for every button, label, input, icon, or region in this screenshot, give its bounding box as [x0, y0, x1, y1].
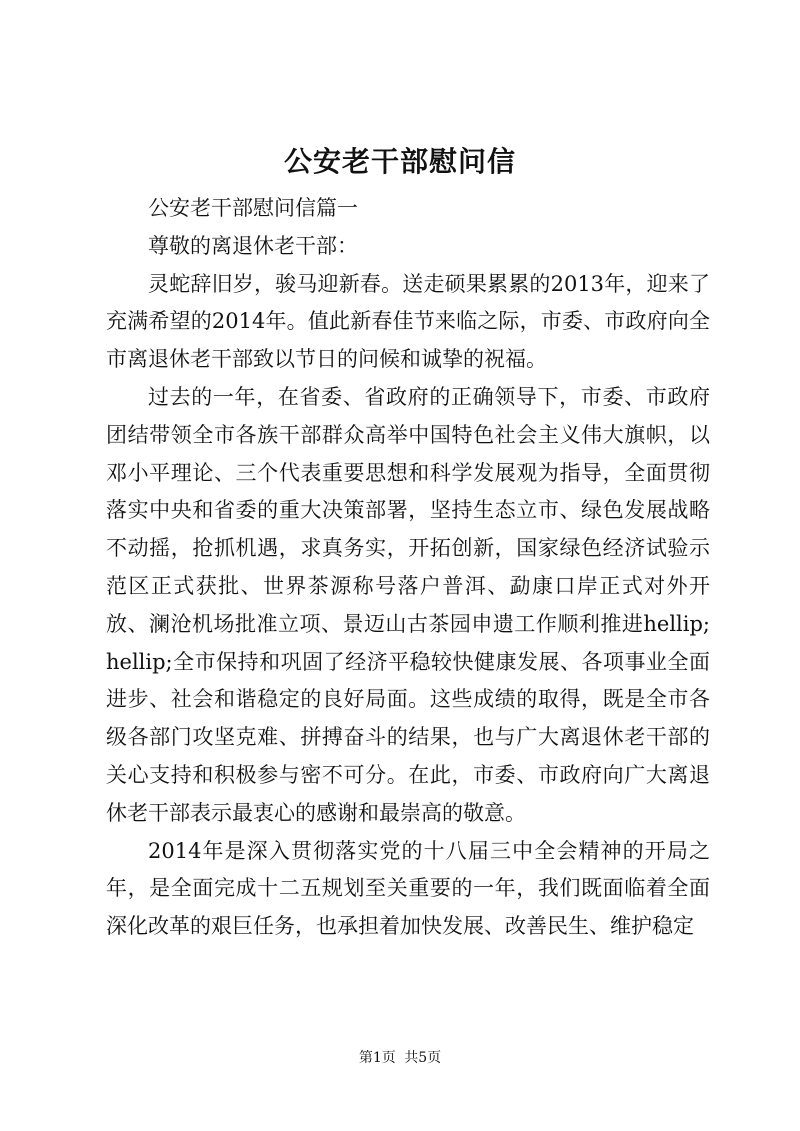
page-number: 第1页	[358, 1050, 396, 1066]
body-paragraph-2: 过去的一年，在省委、省政府的正确领导下，市委、市政府团结带领全市各族干部群众高举中国特色社会主义伟大旗帜，以邓小平理论、三个代表重要思想和科学发展观为指导，全面贯彻落实中央和省委的重大决策部署，坚持生态立市、绿色发展战略不动摇，抢抓机遇，求真务实，开拓创新，国家绿色经济试验示范区正式获批、世界茶源称号落户普洱、勐康口岸正式对外开放、澜沧机场批准立项、景迈山古茶园申遗工作顺利推进hellip;hellip;全市保持和巩固了经济平稳较快健康发展、各项事业全面进步、社会和谐稳定的良好局面。这些成绩的取得，既是全市各级各部门攻坚克难、拼搏奋斗的结果，也与广大离退休老干部的关心支持和积极参与密不可分。在此，市委、市政府向广大离退休老干部表示最衷心的感谢和最崇高的敬意。	[106, 384, 710, 825]
document-body	[106, 190, 710, 946]
section-heading: 公安老干部慰问信篇一	[148, 196, 358, 220]
page-footer	[0, 1048, 800, 1068]
body-paragraph-1: 灵蛇辞旧岁，骏马迎新春。送走硕果累累的2013年，迎来了充满希望的2014年。值此新春佳节来临之际，市委、市政府向全市离退休老干部致以节日的问候和诚挚的祝福。	[106, 271, 710, 372]
page-total: 共5页	[404, 1050, 442, 1066]
body-paragraph-3: 2014年是深入贯彻落实党的十八届三中全会精神的开局之年，是全面完成十二五规划至关重要的一年，我们既面临着全面深化改革的艰巨任务，也承担着加快发展、改善民生、维护稳定	[106, 838, 710, 939]
salutation: 尊敬的离退休老干部：	[148, 233, 358, 258]
page-title: 公安老干部慰问信	[283, 145, 516, 178]
